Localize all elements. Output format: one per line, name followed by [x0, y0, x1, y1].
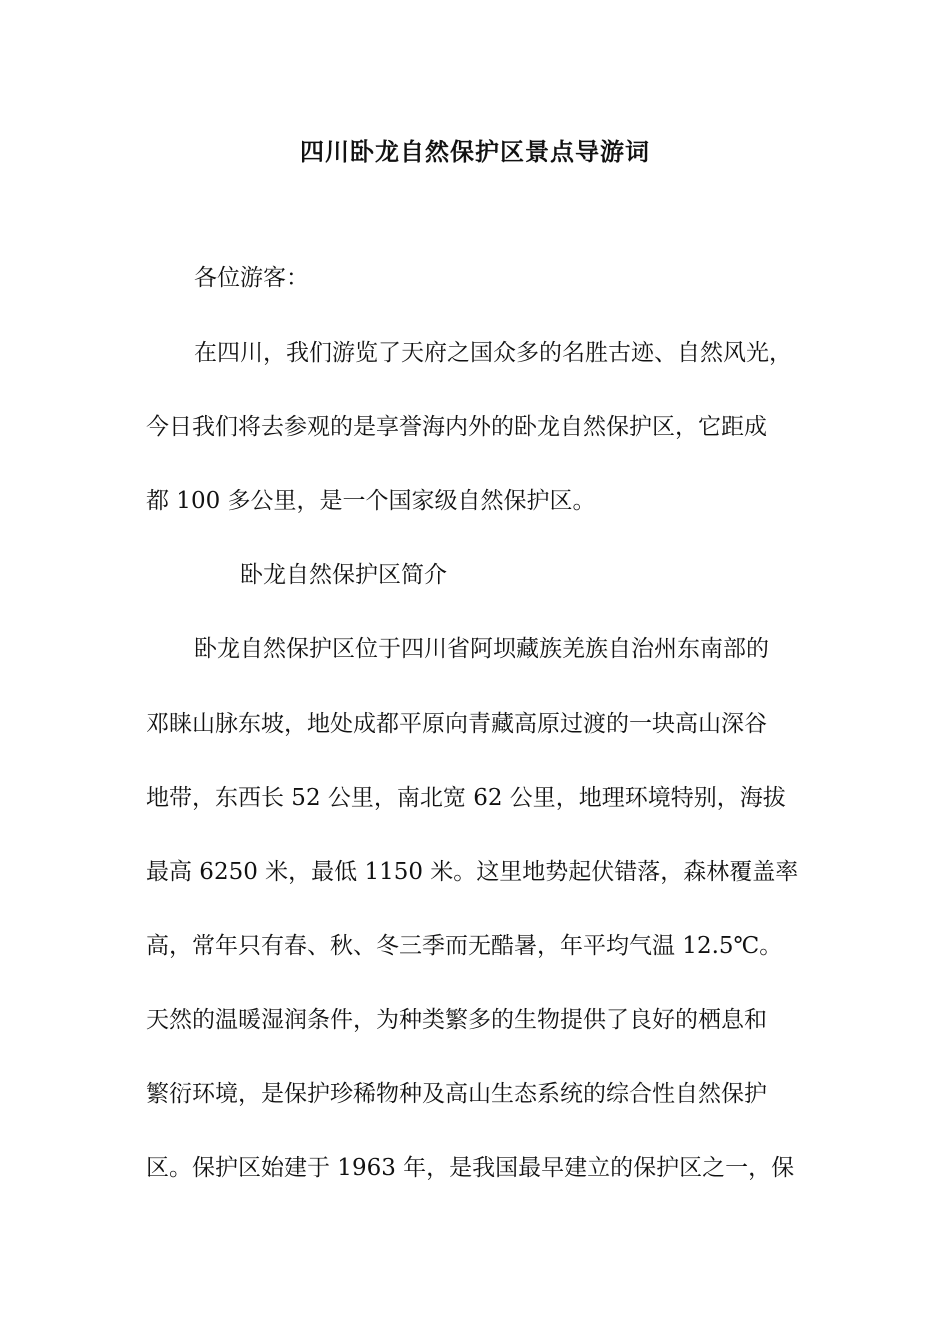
section-heading: 卧龙自然保护区简介 — [240, 562, 447, 588]
paragraph-line: 高，常年只有春、秋、冬三季而无酷暑，年平均气温 12.5℃。 — [146, 933, 783, 959]
document-title: 四川卧龙自然保护区景点导游词 — [300, 137, 650, 166]
paragraph-line: 在四川，我们游览了天府之国众多的名胜古迹、自然风光， — [194, 340, 792, 366]
paragraph-line: 天然的温暖湿润条件，为种类繁多的生物提供了良好的栖息和 — [146, 1007, 767, 1033]
greeting-line: 各位游客： — [194, 265, 309, 291]
paragraph-line: 今日我们将去参观的是享誉海内外的卧龙自然保护区，它距成 — [146, 414, 767, 440]
paragraph-line: 区。保护区始建于 1963 年，是我国最早建立的保护区之一，保 — [146, 1155, 795, 1181]
paragraph-line: 繁衍环境，是保护珍稀物种及高山生态系统的综合性自然保护 — [146, 1081, 767, 1107]
paragraph-line: 地带，东西长 52 公里，南北宽 62 公里，地理环境特别，海拔 — [146, 785, 786, 811]
paragraph-line: 都 100 多公里，是一个国家级自然保护区。 — [146, 488, 596, 514]
paragraph-line: 最高 6250 米，最低 1150 米。这里地势起伏错落，森林覆盖率 — [146, 859, 799, 885]
paragraph-line: 邓睐山脉东坡，地处成都平原向青藏高原过渡的一块高山深谷 — [146, 711, 767, 737]
paragraph-line: 卧龙自然保护区位于四川省阿坝藏族羌族自治州东南部的 — [194, 636, 769, 662]
